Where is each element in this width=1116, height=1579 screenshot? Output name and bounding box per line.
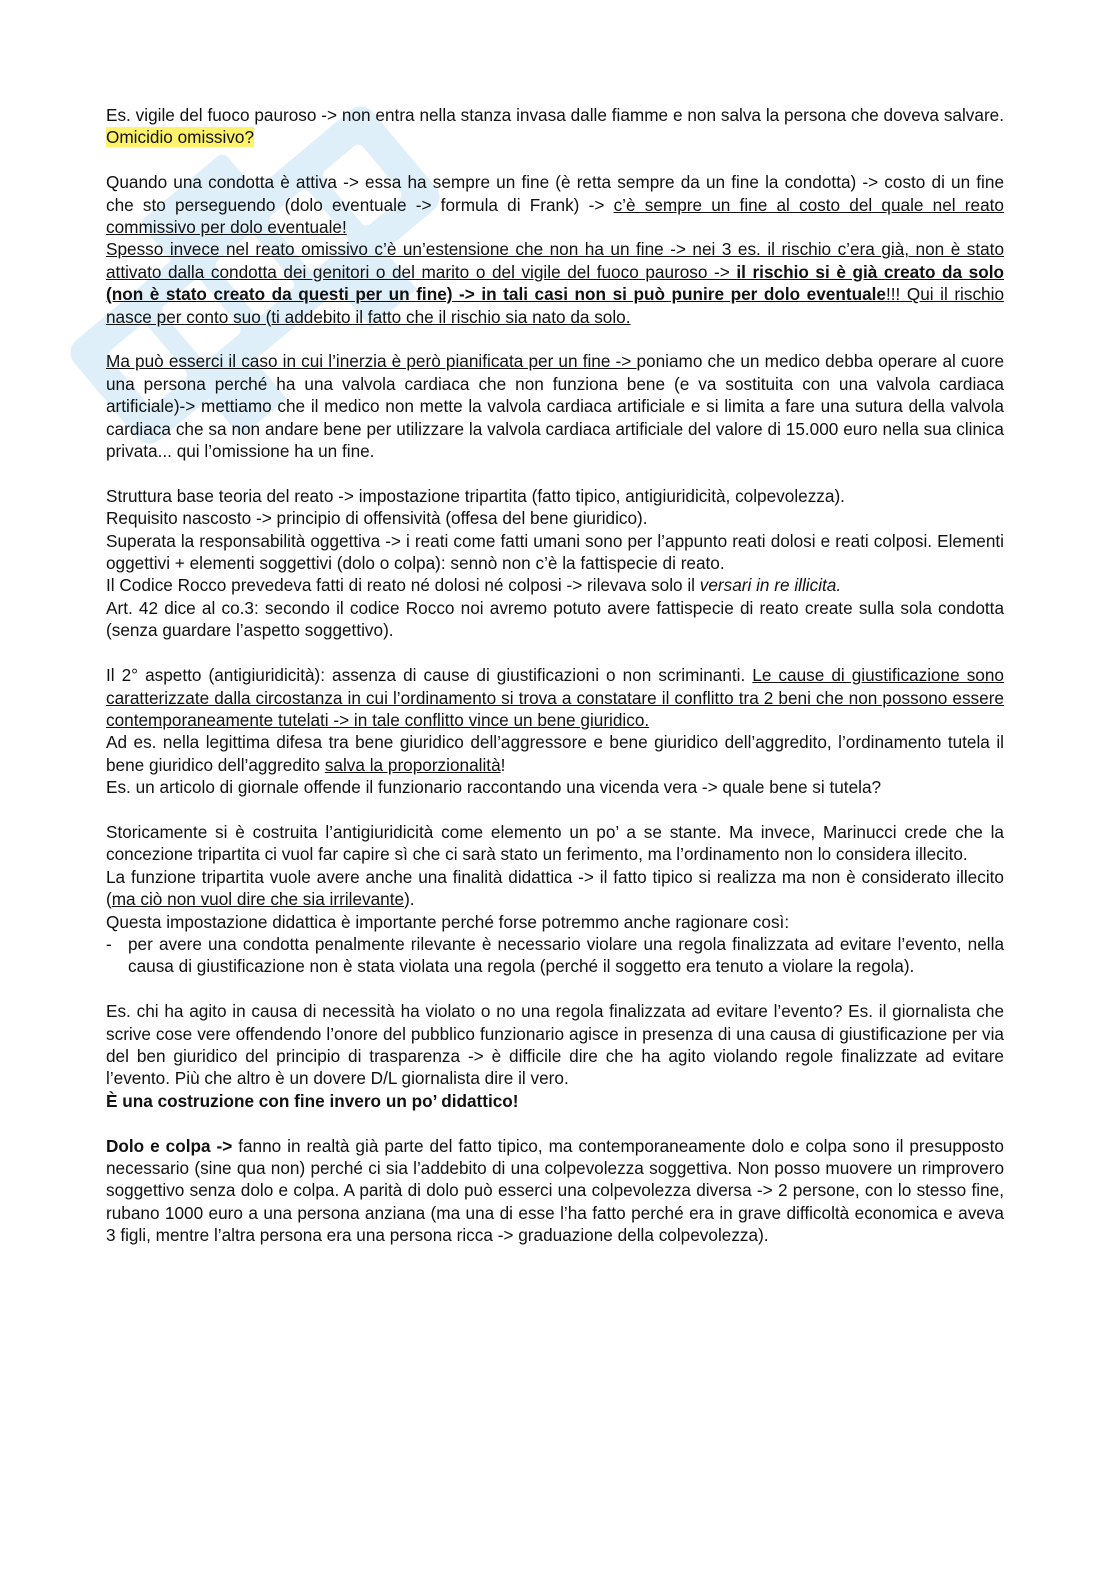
paragraph-4 xyxy=(106,485,1004,642)
bullet-dash: - xyxy=(106,933,112,954)
text-run: Quando una condotta è attiva -> essa ha sempre un fine (è retta sempre da un fine la condotta) -> costo di un fine che sto perseguendo (dolo eventuale -> formula di Frank) -> xyxy=(106,172,1004,215)
text-run: Art. 42 dice al co.3: secondo il codice Rocco noi avremo potuto avere fattispecie di reato create sulla sola condotta (senza guardare l’aspetto soggettivo). xyxy=(106,597,1004,641)
list-item-text: per avere una condotta penalmente rilevante è necessario violare una regola finalizzata ad evitare l’evento, nella causa di giustificazione non è stata violata una regola (perché il soggetto era tenuto a violare la regola). xyxy=(128,933,1004,977)
text-run: Es. vigile del fuoco pauroso -> non entra nella stanza invasa dalle fiamme e non salva la persona che doveva salvare. xyxy=(106,105,1004,125)
bullet-list xyxy=(106,933,1004,978)
text-run: fanno in realtà già parte del fatto tipico, ma contemporaneamente dolo e colpa sono il presupposto necessario (sine qua non) perché ci sia l’addebito di una colpevolezza soggettiva. Non posso muovere un rimprovero soggettivo senza dolo e colpa. A parità di dolo può esserci una colpevolezza diversa -> 2 persone, con lo stesso fine, rubano 1000 euro a una persona anziana (ma una di esse l’ha fatto perché era in grave difficoltà economica e aveva 3 figli, mentre l’altra persona era una persona ricca -> graduazione della colpevolezza). xyxy=(106,1135,1004,1246)
text-run: Superata la responsabilità oggettiva -> i reati come fatti umani sono per l’appunto reati dolosi e reati colposi. Elementi oggettivi + elementi soggettivi (dolo o colpa): sennò non c’è la fattispecie di reato. xyxy=(106,530,1004,574)
bold-text: È una costruzione con fine invero un po’ didattico! xyxy=(106,1090,519,1111)
text-run: Struttura base teoria del reato -> impostazione tripartita (fatto tipico, antigiuridicità, colpevolezza). xyxy=(106,485,845,506)
text-run: Es. un articolo di giornale offende il funzionario raccontando una vicenda vera -> quale bene si tutela? xyxy=(106,777,882,798)
highlighted-text: Omicidio omissivo? xyxy=(106,127,255,148)
underlined-text: Le cause di giustificazione sono caratterizzate dalla circostanza in cui l’ordinamento si trova a constatare il conflitto tra 2 beni che non possono essere contemporaneamente tutelati -> in tale conflitto vince un bene giuridico. xyxy=(106,665,1004,730)
text-run: Es. chi ha agito in causa di necessità ha violato o no una regola finalizzata ad evitare l’evento? Es. il giornalista che scrive cose vere offendendo l’onore del pubblico funzionario agisce in presenza di una causa di giustificazione per via del ben giuridico del principio di trasparenza -> è difficile dire che ha agito violando regole finalizzate ad evitare l’evento. Più che altro è un dovere D/L giornalista dire il vero. xyxy=(106,1001,1004,1089)
text-run: ! xyxy=(500,754,506,775)
italic-text: versari in re illicita. xyxy=(699,575,842,596)
text-run: Il Codice Rocco prevedeva fatti di reato né dolosi né colposi -> rilevava solo il xyxy=(106,575,700,596)
paragraph-7 xyxy=(106,1000,1004,1112)
underlined-text: salva la proporzionalità xyxy=(324,754,501,775)
text-run: Il 2° aspetto (antigiuridicità): assenza di cause di giustificazioni o non scriminanti. xyxy=(106,665,753,686)
underlined-text: Ma può esserci il caso in cui l’inerzia è però pianificata per un fine -> xyxy=(106,351,637,372)
paragraph-1 xyxy=(106,104,1004,149)
paragraph-2 xyxy=(106,171,1004,328)
underlined-text: Spesso invece nel reato omissivo c’è un’estensione che non ha un fine -> nei 3 es. il rischio c’era già, non è stato attivato dalla condotta dei genitori o del marito o del vigile del fuoco pauroso -> xyxy=(106,239,1004,282)
text-run: Storicamente si è costruita l’antigiuridicità come elemento un po’ a se stante. Ma invece, Marinucci crede che la concezione tripartita ci vuol far capire sì che ci sarà stato un ferimento, ma l’ordinamento non lo considera illecito. xyxy=(106,821,1004,865)
paragraph-8 xyxy=(106,1135,1004,1247)
bold-underlined-text: il rischio si è già creato da solo (non è stato creato da questi per un fine) -> in tali casi non si può punire per dolo eventuale xyxy=(106,261,1004,305)
underlined-text: c’è sempre un fine al costo del quale nel reato commissivo per dolo eventuale! xyxy=(106,194,1004,238)
underlined-text: !!! Qui il rischio nasce per conto suo (ti addebito il fatto che il rischio sia nato da solo. xyxy=(106,284,1004,327)
underlined-text: ma ciò non vuol dire che sia irrilevante xyxy=(111,889,405,910)
text-run: ). xyxy=(404,889,415,910)
text-run: Ad es. nella legittima difesa tra bene giuridico dell’aggressore e bene giuridico dell’aggredito, l’ordinamento tutela il bene giuridico dell’aggredito xyxy=(106,732,1004,775)
text-run: Questa impostazione didattica è importante perché forse potremmo anche ragionare così: xyxy=(106,911,790,932)
list-item xyxy=(106,933,1004,978)
paragraph-6 xyxy=(106,821,1004,933)
paragraph-3 xyxy=(106,350,1004,462)
paragraph-5 xyxy=(106,664,1004,798)
bold-text: Dolo e colpa -> xyxy=(106,1135,233,1156)
text-run: Requisito nascosto -> principio di offensività (offesa del bene giuridico). xyxy=(106,508,648,529)
document-page xyxy=(106,104,1004,1247)
text-run: La funzione tripartita vuole avere anche una finalità didattica -> il fatto tipico si realizza ma non è considerato illecito ( xyxy=(106,866,1004,910)
text-run: poniamo che un medico debba operare al cuore una persona perché ha una valvola cardiaca che non funziona bene (e va sostituita con una valvola cardiaca artificiale)-> mettiamo che il medico non mette la valvola cardiaca artificiale e si limita a fare una sutura della valvola cardiaca che sa non andare bene per utilizzare la valvola cardiaca artificiale del valore di 15.000 euro nella sua clinica privata... qui l’omissione ha un fine. xyxy=(106,351,1005,462)
